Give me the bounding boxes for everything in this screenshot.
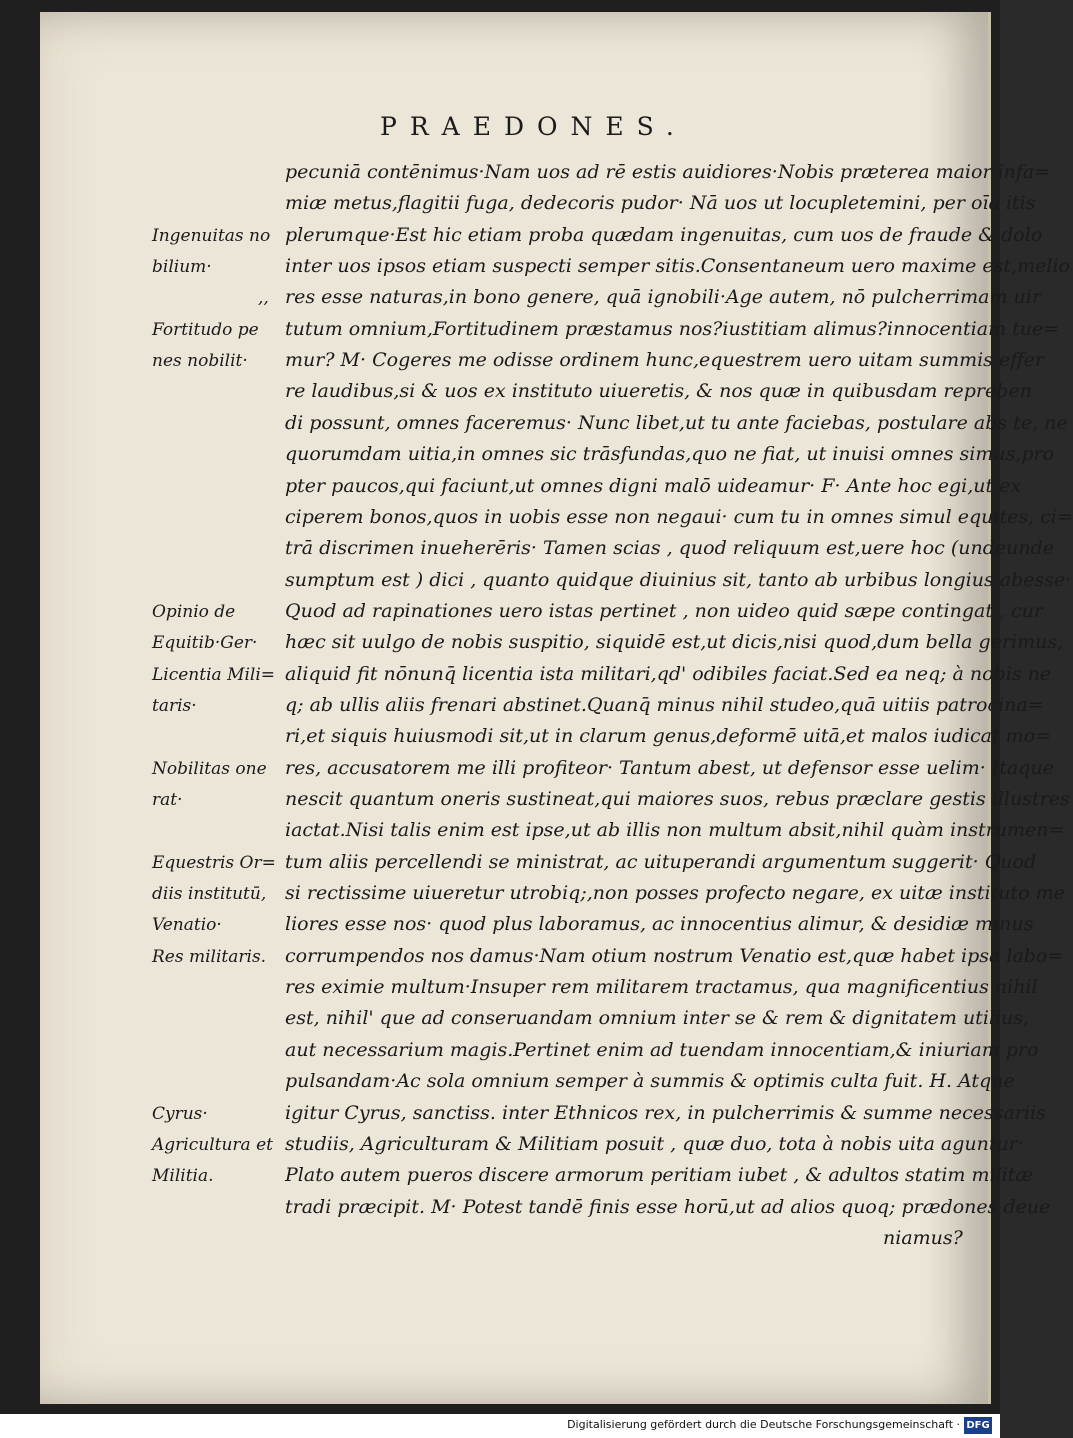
text-line: aliquid fit nōnunq̄ licentia ista militari,qd' odibiles faciat.Sed ea neq; à nobis ne — [285, 663, 1052, 685]
text-line: res eximie multum·Insuper rem militarem tractamus, qua magnificentius nihil — [285, 976, 1038, 998]
text-line: si rectissime uiueretur utrobiq;,non posses profecto negare, ex uitæ instituto me — [285, 882, 1065, 904]
marginal-note: taris· — [152, 696, 197, 716]
text-line: trā discrimen inueherēris· Tamen scias , quod reliquum est,uere hoc (undeunde — [285, 537, 1054, 559]
marginal-note: Equitib·Ger· — [152, 633, 258, 653]
marginal-note: ,, — [258, 288, 269, 308]
text-line: re laudibus,si & uos ex instituto uiueretis, & nos quæ in quibusdam repreben — [285, 380, 1032, 402]
text-line: pulsandam·Ac sola omnium semper à summis & optimis culta fuit. H. Atque — [285, 1070, 1015, 1092]
marginal-note: Agricultura et — [152, 1135, 273, 1155]
marginal-note: nes nobilit· — [152, 351, 248, 371]
text-line: mur? M· Cogeres me odisse ordinem hunc,equestrem uero uitam summis effer — [285, 349, 1044, 371]
text-line: hæc sit uulgo de nobis suspitio, siquidē est,ut dicis,nisi quod,dum bella gerimus, — [285, 631, 1064, 653]
running-head: PRAEDONES. — [380, 112, 687, 141]
book-page — [40, 12, 1073, 1404]
text-line: iactat.Nisi talis enim est ipse,ut ab illis non multum absit,nihil quàm instrumen= — [285, 819, 1065, 841]
dfg-logo: DFG — [964, 1417, 992, 1434]
text-line: res esse naturas,in bono genere, quā ignobili·Age autem, nō pulcherrimam uir — [285, 286, 1041, 308]
text-line: nescit quantum oneris sustineat,qui maiores suos, rebus præclare gestis illustres — [285, 788, 1070, 810]
marginal-note: Militia. — [152, 1166, 214, 1186]
text-line: ri,et siquis huiusmodi sit,ut in clarum genus,deformē uitā,et malos iudicat mo= — [285, 725, 1052, 747]
text-line: miæ metus,flagitii fuga, dedecoris pudor· Nā uos ut locupletemini, per oīa itis — [285, 192, 1036, 214]
marginal-note: Res militaris. — [152, 947, 267, 967]
text-line: tradi præcipit. M· Potest tandē finis esse horū,ut ad alios quoq; prædones deue — [285, 1196, 1051, 1218]
marginal-note: Licentia Mili= — [152, 665, 276, 685]
marginal-note: Opinio de — [152, 602, 236, 622]
marginal-note: Nobilitas one — [152, 759, 267, 779]
text-line: tum aliis percellendi se ministrat, ac uituperandi argumentum suggerit· Quod — [285, 851, 1037, 873]
text-line: aut necessarium magis.Pertinet enim ad tuendam innocentiam,& iniuriam pro — [285, 1039, 1039, 1061]
marginal-note: Fortitudo pe — [152, 320, 259, 340]
text-line: Plato autem pueros discere armorum peritiam iubet , & adultos statim militæ — [285, 1164, 1034, 1186]
digitization-footer — [0, 1414, 1000, 1438]
text-line: plerumque·Est hic etiam proba quædam ingenuitas, cum uos de fraude & dolo — [285, 224, 1043, 246]
marginal-note: Venatio· — [152, 915, 222, 935]
text-line: studiis, Agriculturam & Militiam posuit , quæ duo, tota à nobis uita aguntur· — [285, 1133, 1024, 1155]
text-line: sumptum est ) dici , quanto quidque diuinius sit, tanto ab urbibus longius abesse· — [285, 569, 1072, 591]
text-line: quorumdam uitia,in omnes sic trāsfundas,quo ne fiat, ut inuisi omnes simus,pro — [285, 443, 1055, 465]
text-line: niamus? — [883, 1227, 963, 1249]
text-line: tutum omnium,Fortitudinem præstamus nos?iustitiam alimus?innocentiam tue= — [285, 318, 1060, 340]
text-line: est, nihil' que ad conseruandam omnium inter se & rem & dignitatem utilius, — [285, 1007, 1030, 1029]
text-line: igitur Cyrus, sanctiss. inter Ethnicos rex, in pulcherrimis & summe necessariis — [285, 1102, 1046, 1124]
marginal-note: Cyrus· — [152, 1104, 208, 1124]
text-line: pecuniā contēnimus·Nam uos ad rē estis auidiores·Nobis præterea maior infa= — [285, 161, 1051, 183]
text-line: di possunt, omnes faceremus· Nunc libet,ut tu ante faciebas, postulare abs te, ne — [285, 412, 1068, 434]
text-line: liores esse nos· quod plus laboramus, ac innocentius alimur, & desidiæ minus — [285, 913, 1034, 935]
text-line: pter paucos,qui faciunt,ut omnes digni malō uideamur· F· Ante hoc egi,ut ex — [285, 475, 1022, 497]
marginal-note: rat· — [152, 790, 183, 810]
text-line: res, accusatorem me illi profiteor· Tantum abest, ut defensor esse uelim· Itaque — [285, 757, 1054, 779]
text-line: q; ab ullis aliis frenari abstinet.Quanq̄ minus nihil studeo,quā uitiis patrocina= — [285, 694, 1044, 716]
footer-credit: Digitalisierung gefördert durch die Deutsche Forschungsgemeinschaft · — [567, 1418, 960, 1431]
marginal-note: Ingenuitas no — [152, 226, 271, 246]
text-line: corrumpendos nos damus·Nam otium nostrum Venatio est,quæ habet ipsa labo= — [285, 945, 1064, 967]
text-line: ciperem bonos,quos in uobis esse non negaui· cum tu in omnes simul equites, ci= — [285, 506, 1073, 528]
marginal-note: bilium· — [152, 257, 212, 277]
text-line: Quod ad rapinationes uero istas pertinet , non uideo quid sæpe contingat , cur — [285, 600, 1044, 622]
marginal-note: Equestris Or= — [152, 853, 276, 873]
marginal-note: diis institutū, — [152, 884, 267, 904]
text-line: inter uos ipsos etiam suspecti semper sitis.Consentaneum uero maxime est,melio — [285, 255, 1070, 277]
